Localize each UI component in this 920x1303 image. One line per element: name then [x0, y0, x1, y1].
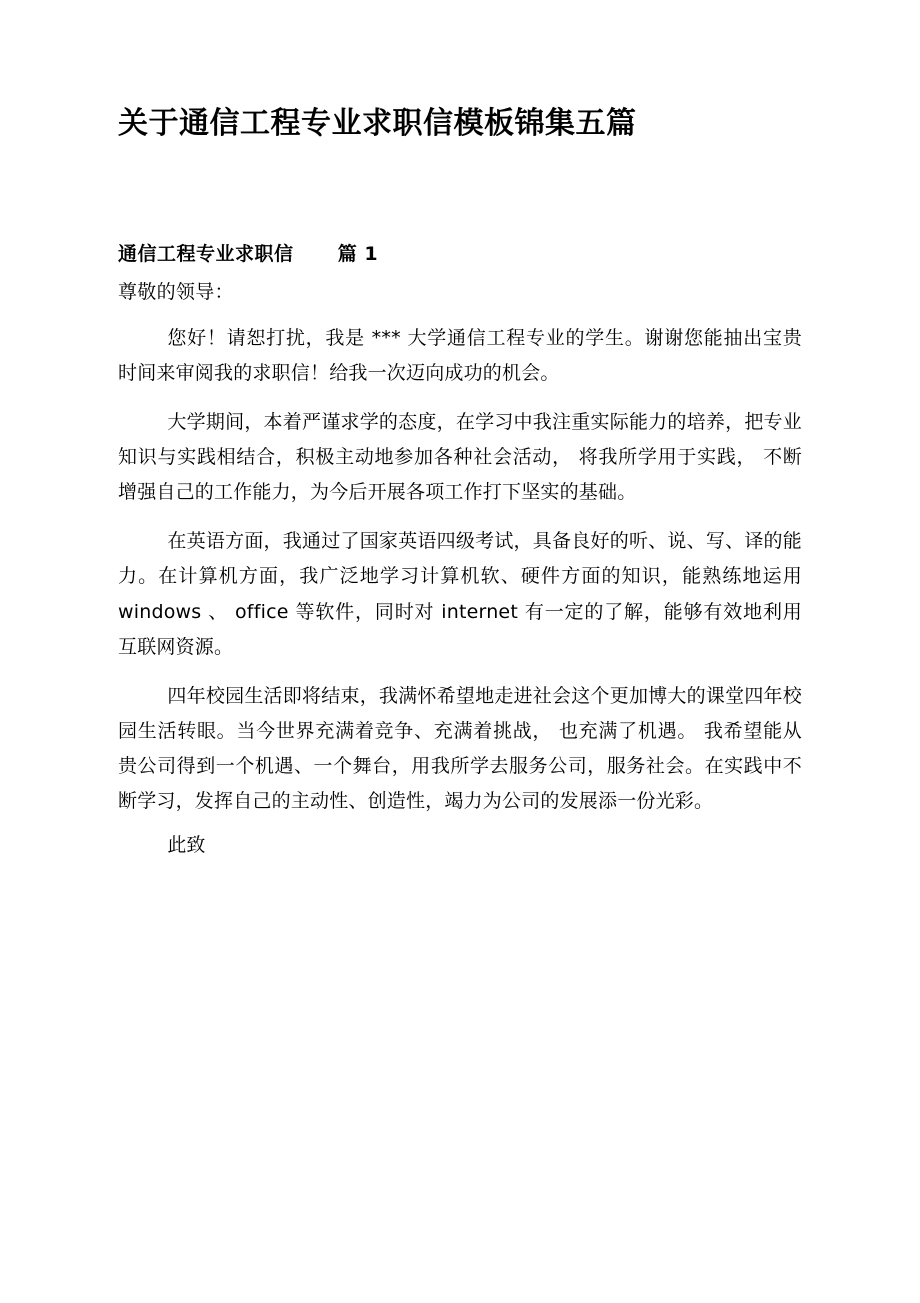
body-paragraph-1: 您好！请恕打扰，我是 *** 大学通信工程专业的学生。谢谢您能抽出宝贵时间来审阅我的求职信！给我一次迈向成功的机会。 [118, 326, 802, 384]
body-paragraph-4: 四年校园生活即将结束，我满怀希望地走进社会这个更加博大的课堂四年校园生活转眼。当今世界充满着竞争、充满着挑战， 也充满了机遇。 我希望能从贵公司得到一个机遇、一个舞台，用我所学去服务公司，服务社会。在实践中不断学习，发挥自己的主动性、创造性，竭力为公司的发展添一份光彩。 [118, 684, 802, 813]
closing-line: 此致 [167, 834, 206, 857]
section-heading [118, 145, 802, 268]
body-paragraph-2: 大学期间，本着严谨求学的态度，在学习中我注重实际能力的培养，把专业知识与实践相结合，积极主动地参加各种社会活动， 将我所学用于实践， 不断增强自己的工作能力，为今后开展各项工作打下坚实的基础。 [118, 410, 802, 504]
body-paragraph-3: 在英语方面，我通过了国家英语四级考试，具备良好的听、说、写、译的能力。在计算机方面，我广泛地学习计算机软、硬件方面的知识，能熟练地运用 windows 、 office 等软件，同时对 internet 有一定的了解，能够有效地利用互联网资源。 [118, 530, 802, 658]
salutation: 尊敬的领导： [118, 281, 234, 304]
section-heading-label: 通信工程专业求职信 [118, 242, 294, 265]
page-title: 关于通信工程专业求职信模板锦集五篇 [118, 106, 637, 141]
section-number: 篇 1 [337, 242, 379, 265]
